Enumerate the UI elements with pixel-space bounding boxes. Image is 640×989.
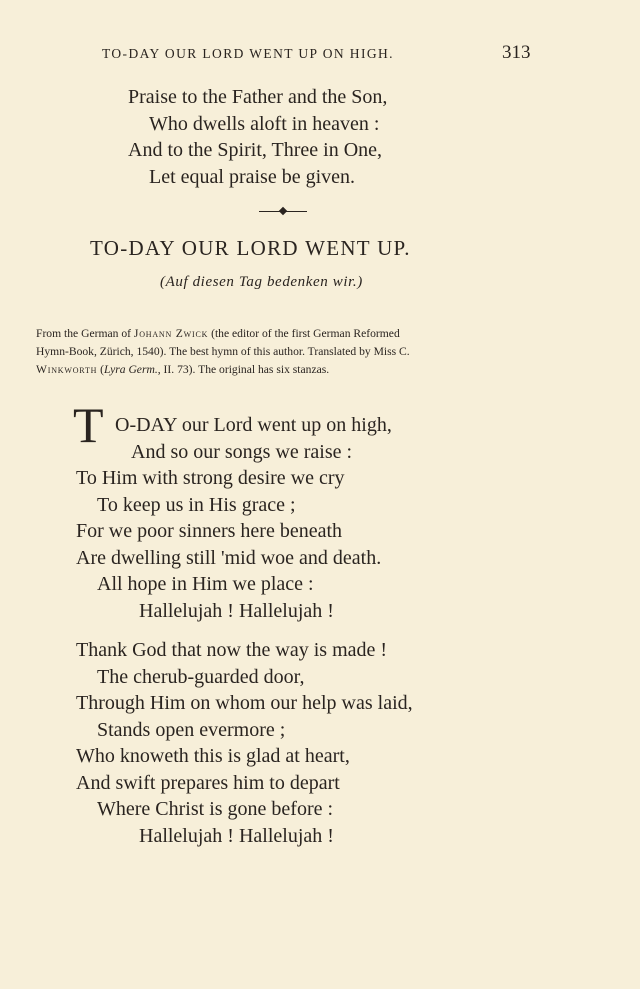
verse-line: Thank God that now the way is made !	[76, 639, 388, 661]
verse-line: Who dwells aloft in heaven :	[149, 112, 380, 135]
source-title: Lyra Germ.	[103, 363, 158, 376]
verse-line: And to the Spirit, Three in One,	[128, 139, 383, 161]
verse-line: And so our songs we raise :	[131, 440, 353, 463]
verse-line: And swift prepares him to depart	[76, 771, 340, 794]
verse-line: Let equal praise be given.	[149, 165, 356, 188]
verse-line: Where Christ is gone before :	[97, 798, 334, 820]
verse-line: To Him with strong desire we cry	[76, 467, 345, 489]
verse-line: Are dwelling still 'mid woe and death.	[76, 546, 382, 569]
verse-line: Stands open evermore ;	[97, 718, 286, 741]
verse-line-first: T O-DAY our Lord went up on high,	[73, 397, 392, 453]
hymn-original-title: (Auf diesen Tag bedenken wir.)	[160, 274, 363, 290]
verse-line: Who knoweth this is glad at heart,	[76, 745, 350, 767]
author-name: Johann Zwick	[133, 327, 209, 340]
translator-name: Winkworth	[36, 363, 98, 376]
verse-line: The cherub-guarded door,	[97, 665, 305, 688]
section-divider-ornament	[259, 207, 307, 217]
verse-line: All hope in Him we place :	[97, 573, 314, 595]
translation-note: From the German of Johann Zwick (the editor of the first German Reformed Hymn-Book, Zürich, 1540). The best hymn of this author. Translated by Miss C. Winkworth (Lyra Germ., II. 73). The original has six stanzas.	[36, 327, 410, 376]
running-title: TO-DAY OUR LORD WENT UP ON HIGH.	[102, 46, 394, 61]
stanza-1	[73, 397, 392, 624]
page-number: 313	[502, 42, 531, 63]
hymn-title: TO-DAY OUR LORD WENT UP.	[90, 236, 411, 260]
verse-line-refrain: Hallelujah ! Hallelujah !	[139, 599, 334, 622]
verse-line-refrain: Hallelujah ! Hallelujah !	[139, 824, 334, 847]
stanza-2	[76, 637, 413, 849]
verse-line: Praise to the Father and the Son,	[128, 86, 388, 108]
verse-line: To keep us in His grace ;	[97, 493, 296, 516]
drop-capital: T	[73, 397, 104, 453]
verse-line: Through Him on whom our help was laid,	[76, 692, 413, 714]
doxology-stanza	[128, 84, 387, 190]
verse-line: For we poor sinners here beneath	[76, 520, 343, 542]
